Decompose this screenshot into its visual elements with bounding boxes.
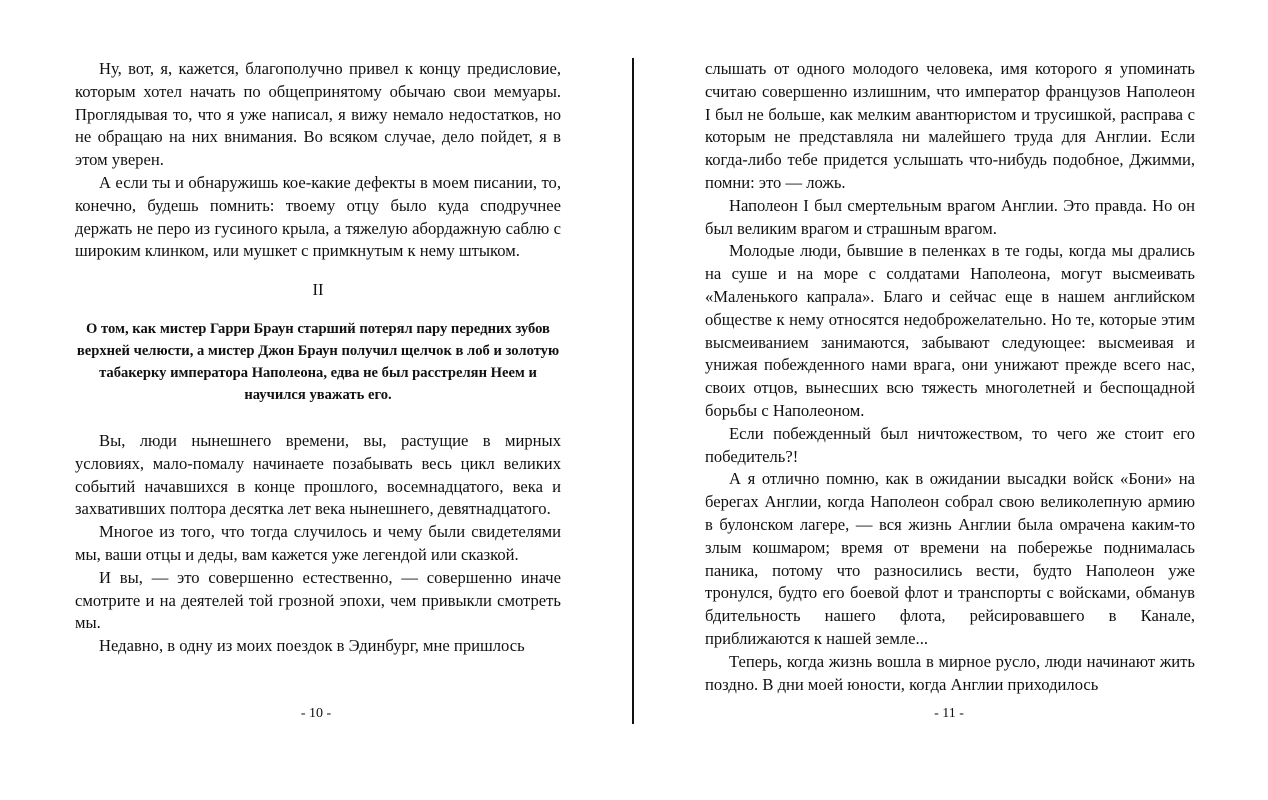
page-number-left: - 10 - bbox=[300, 706, 332, 721]
paragraph: Ну, вот, я, кажется, благополучно привел к концу предисловие, которым хотел начать по общепринятому обычаю свои мемуары. Проглядывая то, что я уже написал, я вижу немало недостатков, но не обращаю на них внимания. Во всяком случае, дело пойдет, я в этом уверен. bbox=[75, 59, 561, 170]
paragraph: Вы, люди нынешнего времени, вы, растущие в мирных условиях, мало-помалу начинаете позабывать весь цикл великих событий начавшихся в конце прошлого, восемнадцатого, века и захвативших полтора десятка лет века нынешнего, девятнадцатого. bbox=[75, 430, 561, 519]
paragraph: Если побежденный был ничтожеством, то чего же стоит его победитель?! bbox=[705, 423, 1195, 466]
right-page bbox=[705, 58, 1195, 696]
paragraph: И вы, — это совершенно естественно, — совершенно иначе смотрите и на деятелей той грозной эпохи, чем привыкли смотреть мы. bbox=[75, 567, 561, 633]
paragraph: Многое из того, что тогда случилось и чему были свидетелями мы, ваши отцы и деды, вам кажется уже легендой или сказкой. bbox=[75, 522, 561, 564]
chapter-number: II bbox=[312, 280, 324, 300]
chapter-title: О том, как мистер Гарри Браун старший потерял пару передних зубов верхней челюсти, а мистер Джон Браун получил щелчок в лоб и золотую табакерку императора Наполеона, едва не был расстрелян Неем и научился уважать его. bbox=[76, 320, 560, 403]
paragraph: Наполеон I был смертельным врагом Англии. Это правда. Но он был великим врагом и страшным врагом. bbox=[705, 195, 1195, 238]
left-page bbox=[75, 58, 561, 658]
paragraph: Теперь, когда жизнь вошла в мирное русло, люди начинают жить поздно. В дни моей юности, когда Англии приходилось bbox=[705, 651, 1195, 694]
paragraph: Недавно, в одну из моих поездок в Эдинбург, мне пришлось bbox=[99, 636, 525, 656]
paragraph: А если ты и обнаружишь кое-какие дефекты в моем писании, то, конечно, будешь помнить: твоему отцу было куда сподручнее держать не перо из гусиного крыла, а тяжелую абордажную саблю с широким клинком, или мушкет с примкнутым к нему штыком. bbox=[75, 172, 561, 261]
paragraph: Молодые люди, бывшие в пеленках в те годы, когда мы дрались на суше и на море с солдатами Наполеона, могут высмеивать «Маленького капрала». Благо и сейчас еще в нашем английском обществе к нему относятся недоброжелательно. Но те, которые этим высмеиванием занимаются, забывают следующее: высмеивая и унижая побежденного нами врага, они унижают прежде всего нас, своих отцов, вынесших всю тяжесть многолетней и беспощадной борьбы с Наполеоном. bbox=[705, 241, 1195, 420]
paragraph: А я отлично помню, как в ожидании высадки войск «Бони» на берегах Англии, когда Наполеон собрал свою великолепную армию в булонском лагере, — вся жизнь Англии была омрачена каким-то злым кошмаром; время от времени на побережье поднималась паника, потому что разносились вести, будто Наполеон уже тронулся, будто его боевой флот и транспорты с войсками, обманув бдительность нашего флота, рейсировавшего в Канале, приближаются к нашей земле... bbox=[705, 469, 1195, 648]
page-number-right: - 11 - bbox=[934, 706, 964, 721]
page-spine-divider bbox=[632, 58, 634, 724]
paragraph-continued: слышать от одного молодого человека, имя которого я упоминать считаю совершенно излишним, что император французов Наполеон I был не больше, как мелким авантюристом и трусишкой, расправа с которым не представляла ни малейшего труда для Англии. Если когда-либо тебе придется услышать что-нибудь подобное, Джимми, помни: это — ложь. bbox=[705, 59, 1195, 192]
